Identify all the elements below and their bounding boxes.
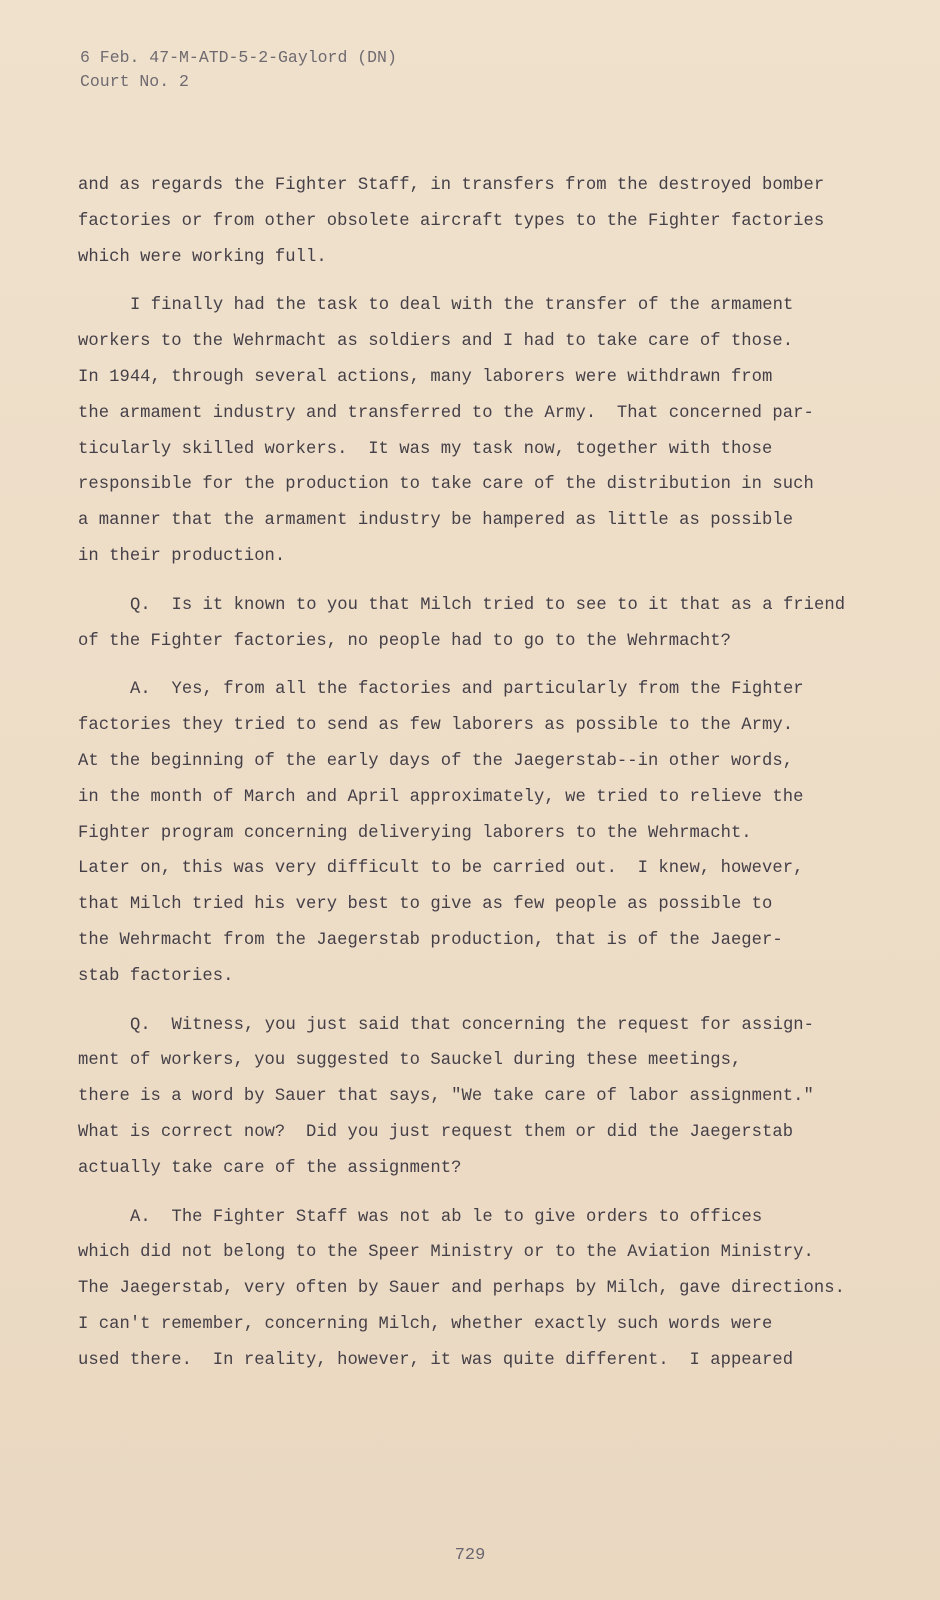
text-line: A. Yes, from all the factories and particularly from the Fighter [130,680,804,700]
text-line: used there. In reality, however, it was quite different. I appeared [78,1350,794,1370]
document-header [80,46,397,94]
text-line: stab factories. [78,966,234,986]
text-line: that Milch tried his very best to give as few people as possible to [78,895,773,915]
text-line: Q. Is it known to you that Milch tried to see to it that as a friend [130,595,846,615]
page-number: 729 [454,1546,486,1565]
text-line: of the Fighter factories, no people had to go to the Wehrmacht? [78,631,731,651]
text-line: Q. Witness, you just said that concerning the request for assign- [130,1015,815,1035]
paragraph-answer [78,1200,868,1379]
header-court: Court No. 2 [80,72,189,91]
paragraph [78,168,868,275]
text-line: there is a word by Sauer that says, "We take care of labor assignment." [78,1087,814,1107]
text-line: actually take care of the assignment? [78,1158,462,1178]
text-line: What is correct now? Did you just request them or did the Jaegerstab [78,1122,794,1142]
text-line: the Wehrmacht from the Jaegerstab production, that is of the Jaeger- [78,930,783,950]
paragraph-answer [78,672,868,994]
text-line: a manner that the armament industry be hampered as little as possible [78,511,794,531]
header-reference: 6 Feb. 47-M-ATD-5-2-Gaylord (DN) [80,48,397,67]
text-line: ment of workers, you suggested to Sauckel during these meetings, [78,1051,742,1071]
text-line: in their production. [78,546,286,566]
text-line: and as regards the Fighter Staff, in transfers from the destroyed bomber [78,176,825,195]
text-line: ticularly skilled workers. It was my task now, together with those [78,439,773,459]
text-line: which were working full. [78,247,327,267]
paragraph [78,288,868,574]
text-line: the armament industry and transferred to the Army. That concerned par- [78,403,814,423]
text-line: factories or from other obsolete aircraft types to the Fighter factories [78,211,825,231]
text-line: factories they tried to send as few laborers as possible to the Army. [78,716,794,736]
text-line: which did not belong to the Speer Ministry or to the Aviation Ministry. [78,1243,814,1263]
paragraph-question [78,1008,868,1187]
text-line: I can't remember, concerning Milch, whether exactly such words were [78,1314,773,1334]
paragraph-question [78,588,868,660]
text-line: At the beginning of the early days of the Jaegerstab--in other words, [78,751,794,771]
transcript-body [78,168,868,1379]
text-line: in the month of March and April approximately, we tried to relieve the [78,787,804,807]
text-line: The Jaegerstab, very often by Sauer and perhaps by Milch, gave directions. [78,1279,845,1299]
text-line: In 1944, through several actions, many laborers were withdrawn from [78,367,773,387]
text-line: I finally had the task to deal with the transfer of the armament [130,296,794,316]
text-line: responsible for the production to take care of the distribution in such [78,475,814,495]
text-line: Fighter program concerning deliverying laborers to the Wehrmacht. [78,823,752,843]
text-line: A. The Fighter Staff was not ab le to give orders to offices [130,1207,763,1227]
text-line: workers to the Wehrmacht as soldiers and I had to take care of those. [78,332,794,352]
text-line: Later on, this was very difficult to be carried out. I knew, however, [78,859,804,879]
